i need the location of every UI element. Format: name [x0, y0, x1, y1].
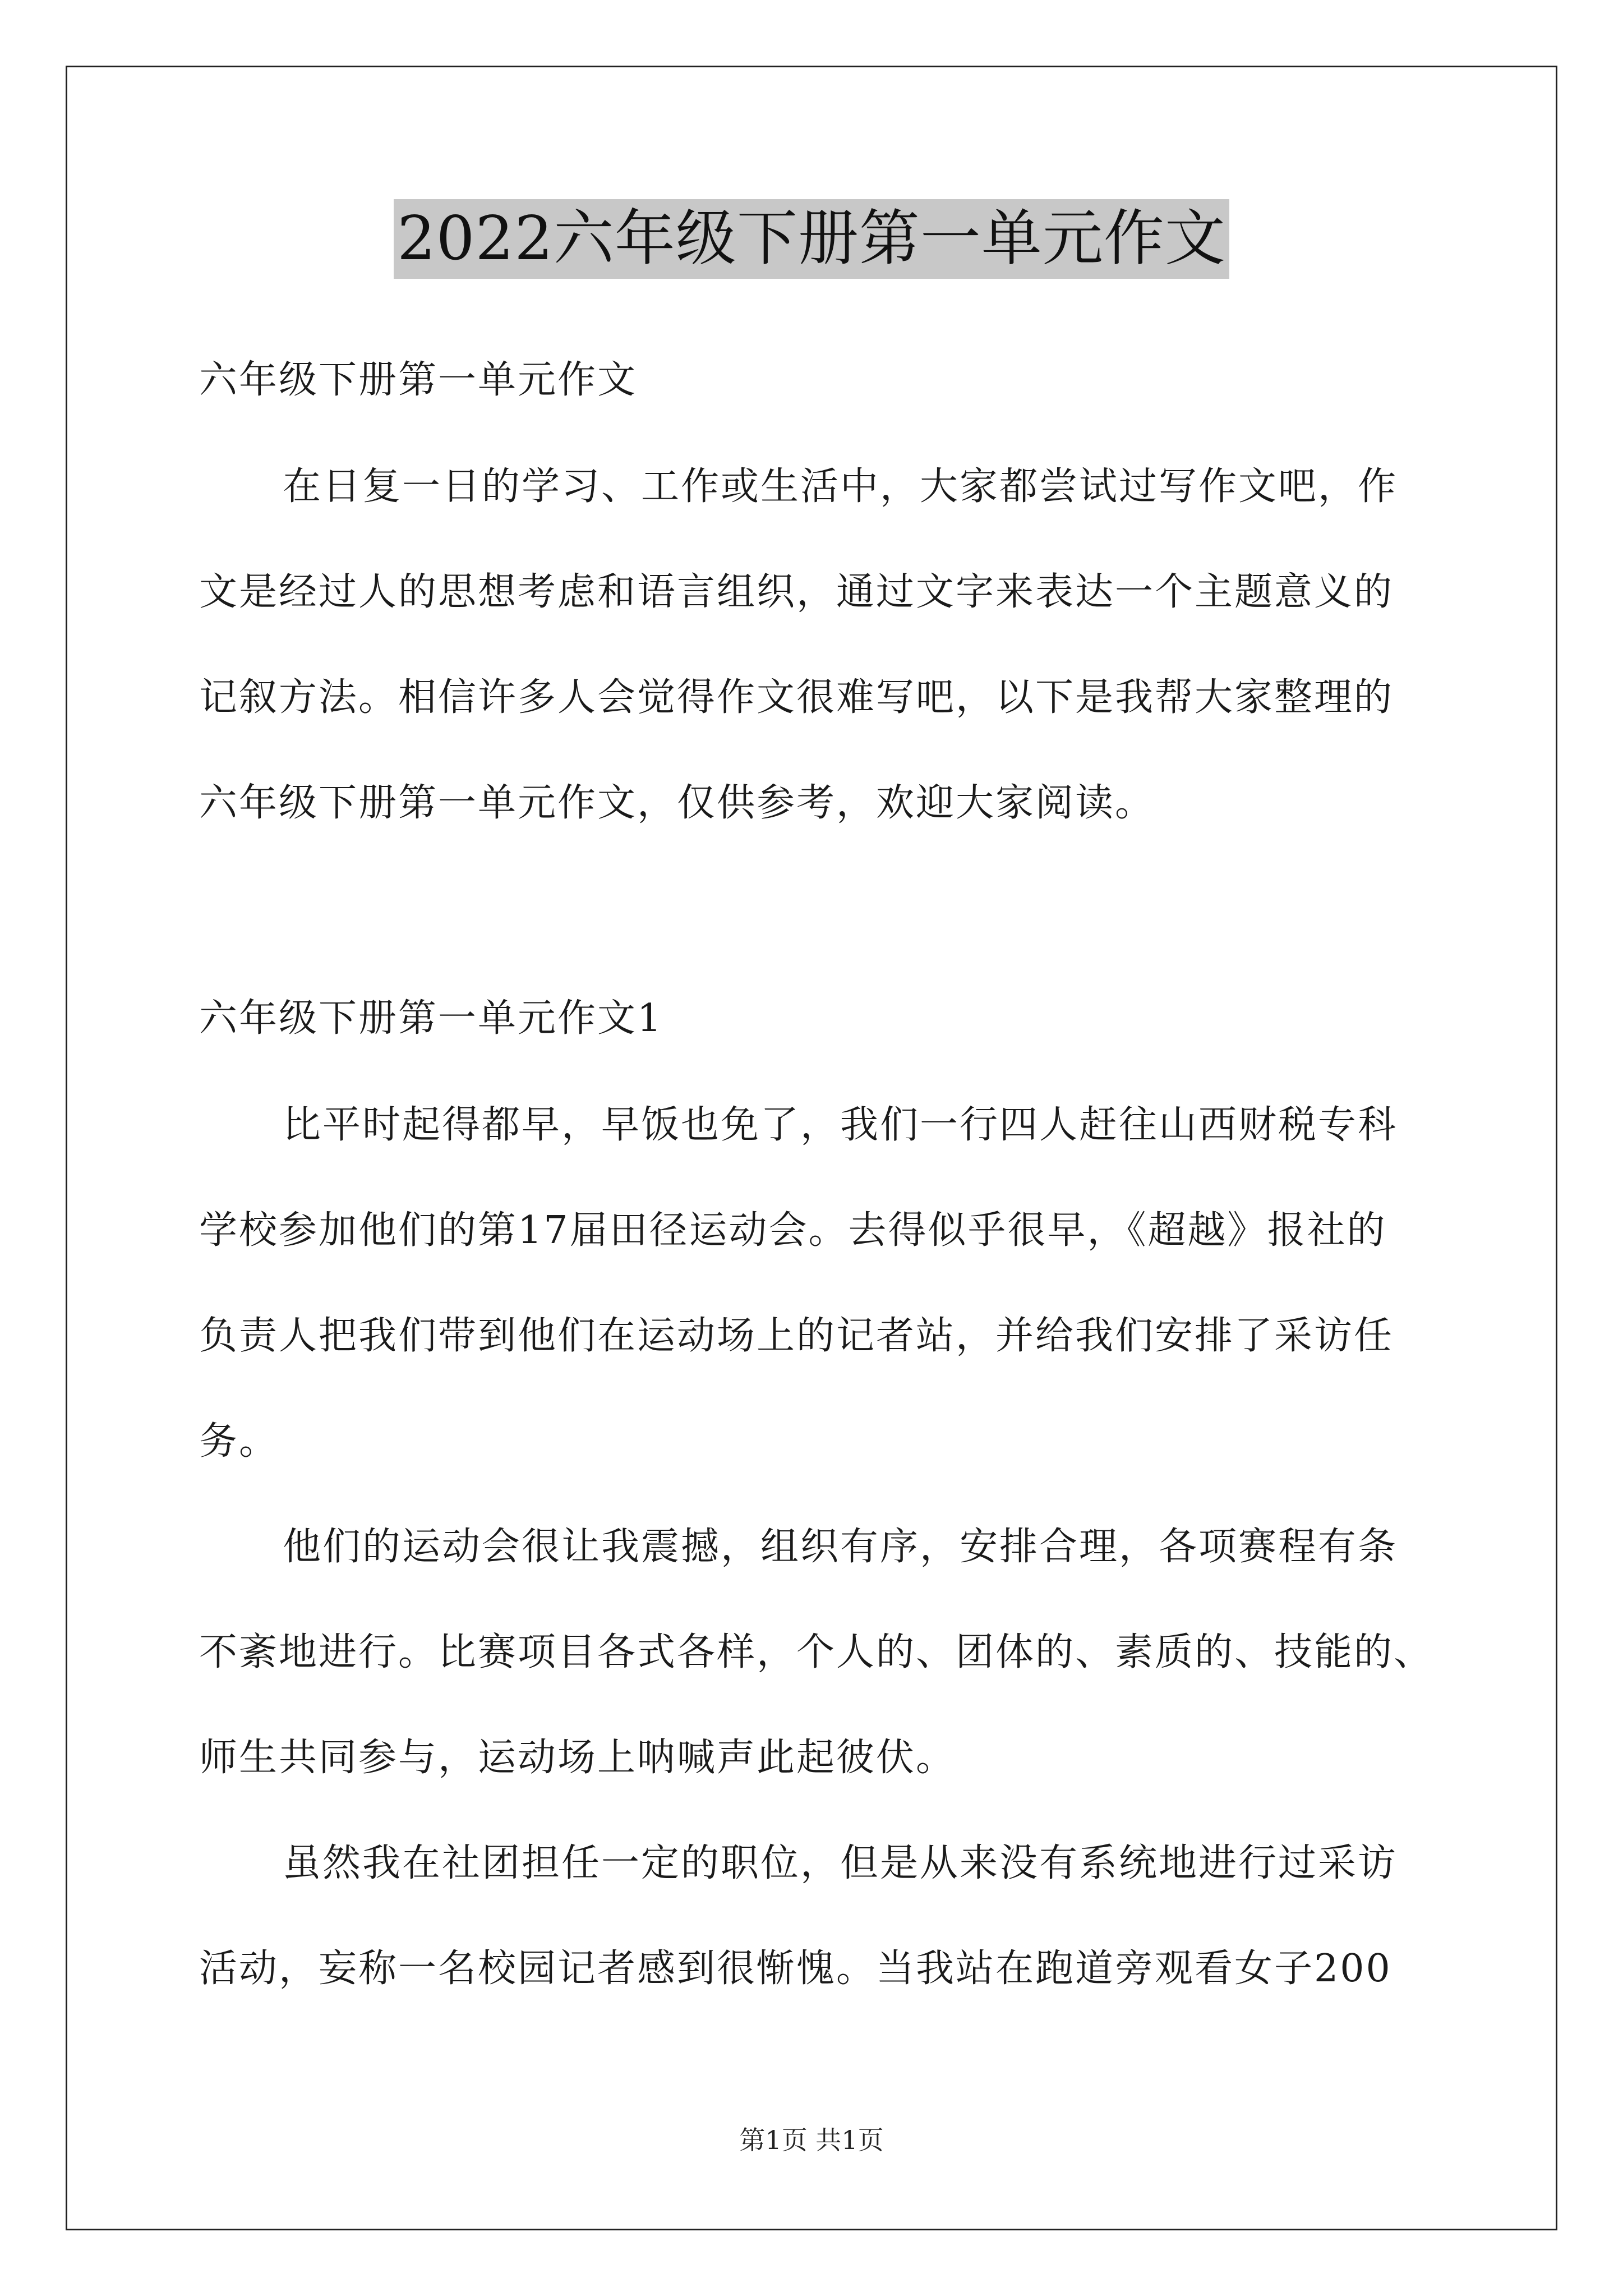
section-heading: 六年级下册第一单元作文1 [199, 996, 663, 1041]
paragraph-line: 活动，妄称一名校园记者感到很惭愧。当我站在跑道旁观看女子200 [199, 1947, 1392, 1991]
subtitle-line: 六年级下册第一单元作文 [199, 358, 638, 402]
paragraph-line: 务。 [199, 1419, 279, 1464]
paragraph-line: 六年级下册第一单元作文，仅供参考，欢迎大家阅读。 [199, 781, 1155, 825]
paragraph-line: 在日复一日的学习、工作或生活中，大家都尝试过写作文吧，作 [283, 464, 1398, 509]
paragraph-line: 负责人把我们带到他们在运动场上的记者站，并给我们安排了采访任 [199, 1314, 1394, 1358]
title-container [0, 199, 1623, 279]
paragraph-line: 学校参加他们的第17届田径运动会。去得似乎很早，《超越》报社的 [199, 1208, 1387, 1253]
page-footer: 第1页 共1页 [739, 2125, 884, 2155]
paragraph-line: 他们的运动会很让我震撼，组织有序，安排合理，各项赛程有条 [283, 1525, 1398, 1569]
paragraph-line: 比平时起得都早，早饭也免了，我们一行四人赶往山西财税专科 [283, 1103, 1398, 1147]
paragraph-line: 记叙方法。相信许多人会觉得作文很难写吧，以下是我帮大家整理的 [199, 675, 1394, 720]
document-title: 2022六年级下册第一单元作文 [394, 199, 1229, 279]
paragraph-line: 虽然我在社团担任一定的职位，但是从来没有系统地进行过采访 [283, 1841, 1398, 1885]
paragraph-line: 文是经过人的思想考虑和语言组织，通过文字来表达一个主题意义的 [199, 570, 1394, 614]
paragraph-line: 不紊地进行。比赛项目各式各样，个人的、团体的、素质的、技能的、 [199, 1630, 1434, 1674]
paragraph-line: 师生共同参与，运动场上呐喊声此起彼伏。 [199, 1736, 956, 1780]
